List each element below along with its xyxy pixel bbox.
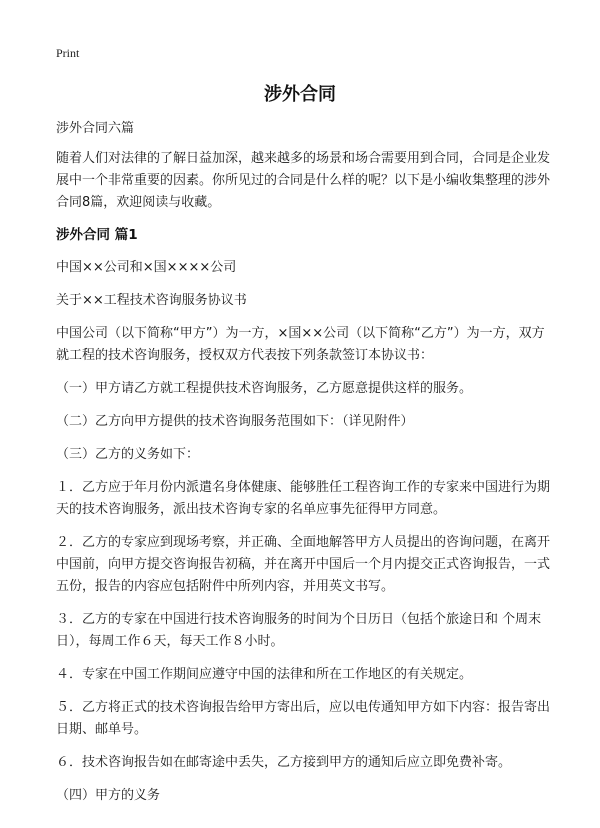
- paragraph-clause-2: （二）乙方向甲方提供的技术咨询服务范围如下：（详见附件）: [56, 414, 414, 429]
- paragraph-clause-4: （四）甲方的义务: [56, 788, 161, 803]
- paragraph-item-6: ６．技术咨询报告如在邮寄途中丢失，乙方接到甲方的通知后应立即免费补寄。: [56, 755, 512, 770]
- print-link[interactable]: Print: [56, 46, 80, 60]
- paragraph-preamble: 中国公司（以下简称“甲方”）为一方，×国××公司（以下简称“乙方”）为一方，双方就工程的技术咨询服务，授权双方代表按下列条款签订本协议书：: [56, 326, 545, 363]
- paragraph-parties: 中国××公司和×国××××公司: [56, 260, 237, 275]
- paragraph-clause-1: （一）甲方请乙方就工程提供技术咨询服务，乙方愿意提供这样的服务。: [56, 381, 473, 396]
- paragraph-item-5: ５．乙方将正式的技术咨询报告给甲方寄出后，应以电传通知甲方如下内容：报告寄出日期、邮单号。: [56, 700, 551, 737]
- paragraph-item-4: ４．专家在中国工作期间应遵守中国的法律和所在工作地区的有关规定。: [56, 667, 473, 682]
- document-subtitle: 涉外合同六篇: [56, 121, 135, 136]
- document-title: 涉外合同: [264, 84, 336, 105]
- paragraph-item-1: １．乙方应于年月份内派遣名身体健康、能够胜任工程咨询工作的专家来中国进行为期天的技术咨询服务，派出技术咨询专家的名单应事先征得甲方同意。: [56, 480, 551, 517]
- section-heading: 涉外合同 篇1: [56, 227, 138, 243]
- document-body: [56, 118, 550, 818]
- paragraph-agreement-title: 关于××工程技术咨询服务协议书: [56, 293, 247, 308]
- paragraph-item-3: ３．乙方的专家在中国进行技术咨询服务的时间为个日历日（包括个旅途日和 个周末日），每周工作６天，每天工作８小时。: [56, 612, 542, 649]
- paragraph-clause-3: （三）乙方的义务如下：: [56, 447, 200, 462]
- intro-paragraph: 随着人们对法律的了解日益加深，越来越多的场景和场合需要用到合同，合同是企业发展中一个非常重要的因素。你所见过的合同是什么样的呢？以下是小编收集整理的涉外合同8篇，欢迎阅读与收藏。: [56, 151, 551, 210]
- paragraph-item-2: ２．乙方的专家应到现场考察，并正确、全面地解答甲方人员提出的咨询问题，在离开中国前，向甲方提交咨询报告初稿，并在离开中国后一个月内提交正式咨询报告，一式五份，报告的内容应包括附件中所列内容，并用英文书写。: [56, 535, 551, 594]
